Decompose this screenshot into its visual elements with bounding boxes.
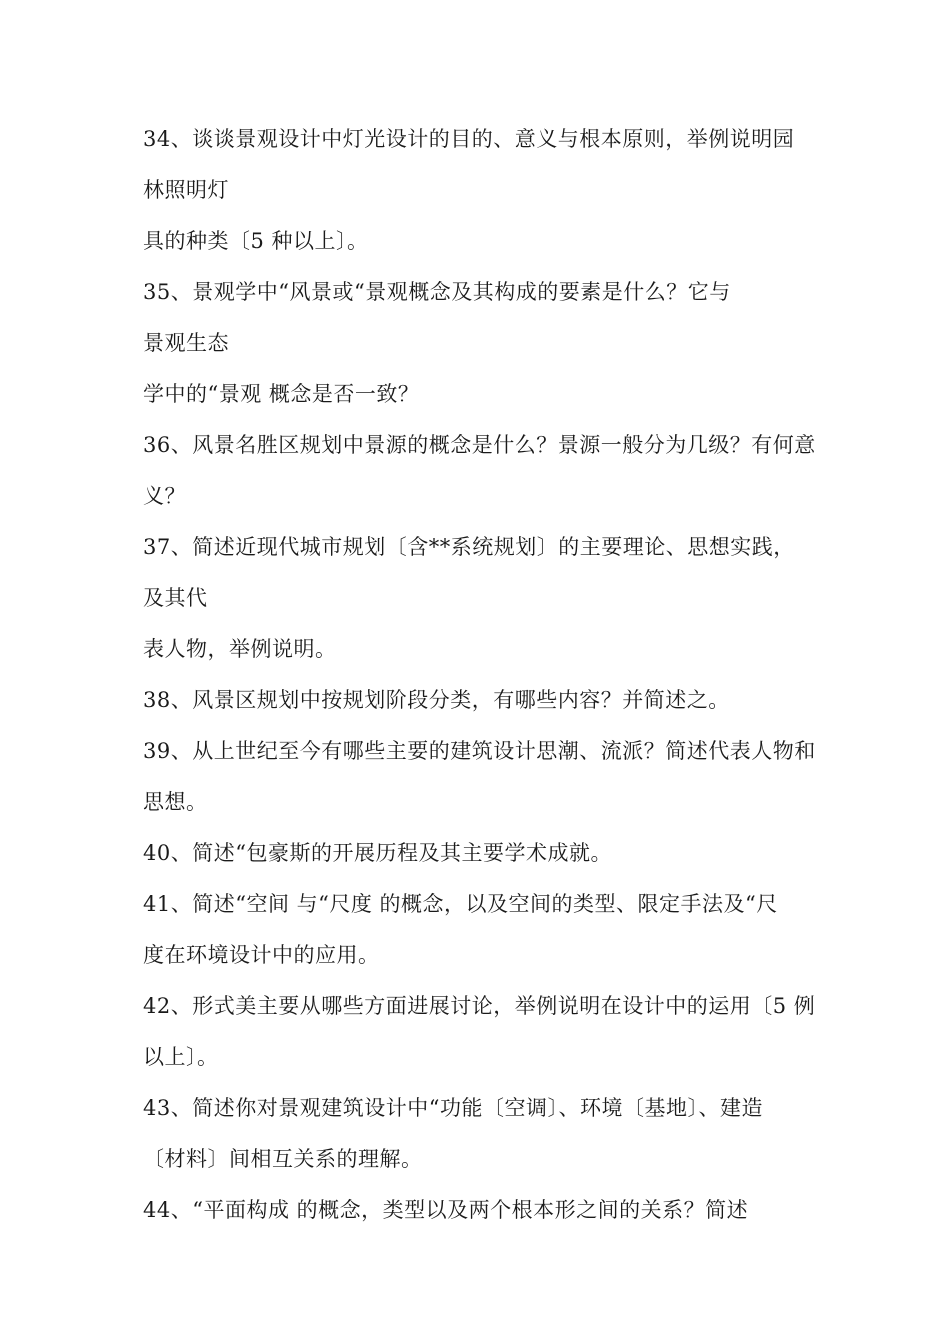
text-line: 林照明灯 — [143, 178, 229, 202]
text-line: 37、简述近现代城市规划〔含**系统规划〕的主要理论、思想实践， — [143, 535, 795, 559]
text-line: 43、简述你对景观建筑设计中“功能〔空调〕、环境〔基地〕、建造 — [143, 1096, 763, 1120]
text-line: 40、简述“包豪斯的开展历程及其主要学术成就。 — [143, 841, 612, 865]
text-line: 42、形式美主要从哪些方面进展讨论，举例说明在设计中的运用〔5 例 — [143, 994, 816, 1018]
text-line: 景观生态 — [143, 331, 229, 355]
text-line: 学中的“景观 概念是否一致？ — [143, 382, 420, 406]
text-line: 度在环境设计中的应用。 — [143, 943, 380, 967]
text-line: 以上〕。 — [143, 1045, 219, 1069]
text-line: 44、“平面构成 的概念，类型以及两个根本形之间的关系？简述 — [143, 1198, 749, 1222]
text-line: 〔材料〕间相互关系的理解。 — [143, 1147, 423, 1171]
text-line: 具的种类〔5 种以上〕。 — [143, 229, 369, 253]
text-line: 34、谈谈景观设计中灯光设计的目的、意义与根本原则，举例说明园 — [143, 127, 795, 151]
text-line: 思想。 — [143, 790, 208, 814]
text-line: 38、风景区规划中按规划阶段分类，有哪些内容？并简述之。 — [143, 688, 730, 712]
question-list — [143, 117, 833, 1239]
text-line: 41、简述“空间 与“尺度 的概念，以及空间的类型、限定手法及“尺 — [143, 892, 778, 916]
text-line: 及其代 — [143, 586, 208, 610]
text-line: 36、风景名胜区规划中景源的概念是什么？景源一般分为几级？有何意 — [143, 433, 816, 457]
text-line: 表人物，举例说明。 — [143, 637, 337, 661]
text-line: 35、景观学中“风景或“景观概念及其构成的要素是什么？它与 — [143, 280, 731, 304]
text-line: 义？ — [143, 484, 186, 508]
text-line: 39、从上世纪至今有哪些主要的建筑设计思潮、流派？简述代表人物和 — [143, 739, 816, 763]
